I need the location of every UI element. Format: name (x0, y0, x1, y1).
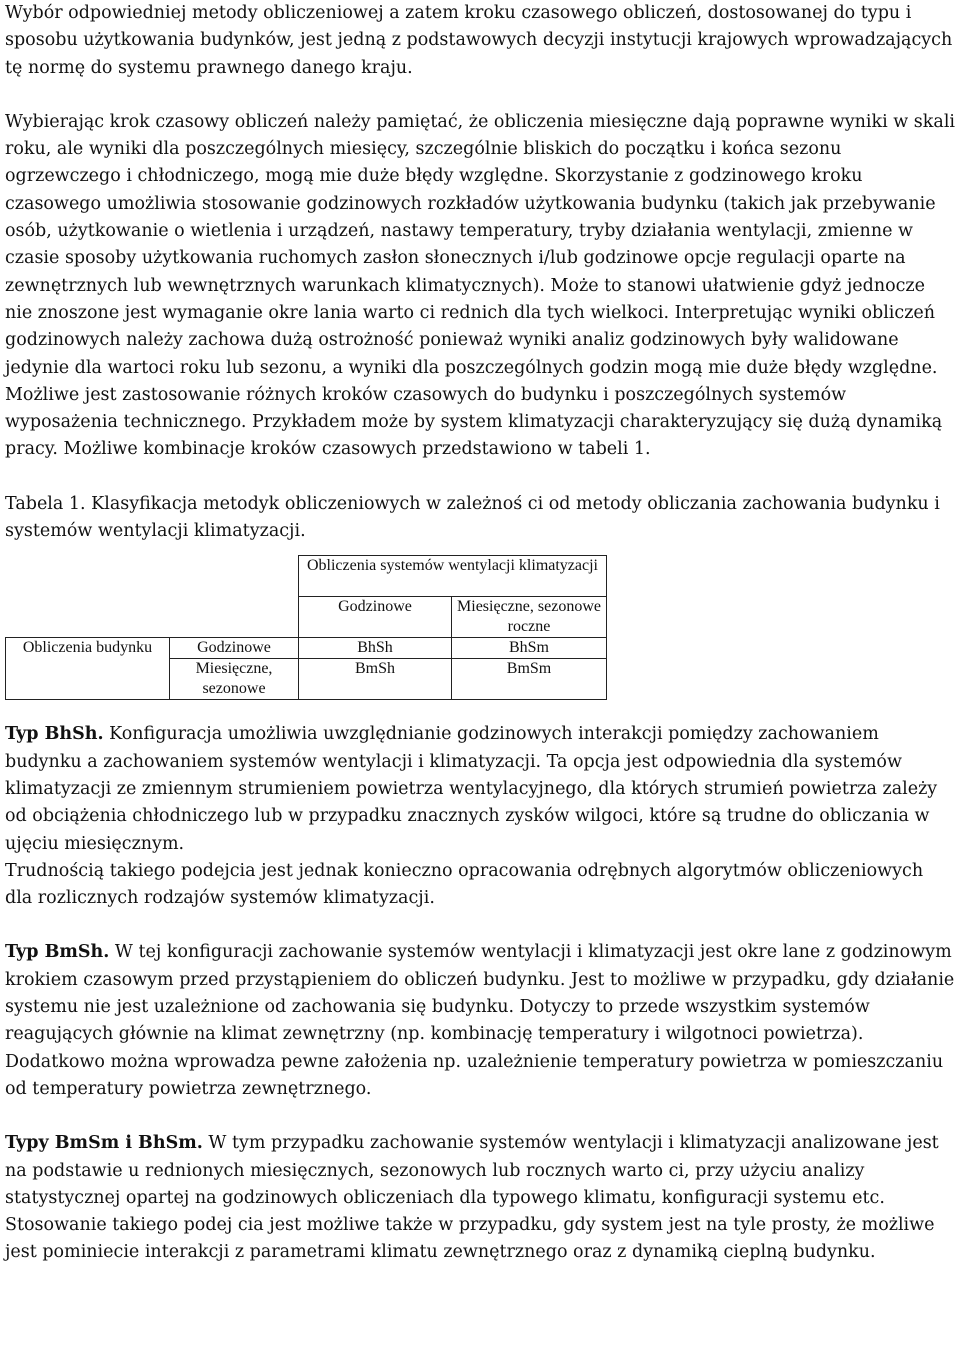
bmsm-text: W tym przypadku zachowanie systemów wentylacji i klimatyzacji analizowane jest na podstawie u rednionych miesięcznych, sezonowych lub rocznych warto ci, przy użyciu analizy statystycznej opartej na godzinowych obliczeniach dla typowego klimatu, konfiguracji systemu etc. Stosowanie takiego podej cia jest możliwe także w przypadku, gdy system jest na tyle prosty, że możliwe jest pominiecie interakcji z parametrami klimatu zewnętrznego oraz z dynamiką cieplną budynku. (5, 1133, 939, 1263)
bhsh-heading: Typ BhSh. (5, 724, 104, 745)
bhsh-text: Konfiguracja umożliwia uwzględnianie godzinowych interakcji pomiędzy zachowaniem budynku a zachowaniem systemów wentylacji i klimatyzacji. Ta opcja jest odpowiednia dla systemów klimatyzacji ze zmiennym strumieniem powietrza wentylacyjnego, dla których strumień powietrza zależy od obciążenia chłodniczego lub w przypadku znacznych zysków wilgoci, które są trudne do obliczania w ujęciu miesięcznym. (5, 724, 938, 854)
table-caption: Tabela 1. Klasyfikacja metodyk obliczeniowych w zależnoś ci od metody obliczania zachowania budynku i systemów wentylacji klimatyzacji. (5, 493, 940, 542)
paragraph-bhsh-difficulty: Trudnością takiego podejcia jest jednak konieczno opracowania odrębnych algorytmów obliczeniowych dla rozlicznych rodzajów systemów klimatyzacji. (5, 860, 924, 909)
cell-bhsh: BhSh (299, 638, 452, 659)
paragraph-time-step: Wybierając krok czasowy obliczeń należy pamiętać, że obliczenia miesięczne dają poprawne wyniki w skali roku, ale wyniki dla poszczególnych miesięcy, szczególnie bliskich do początku i końca sezonu ogrzewczego i chłodniczego, mogą mie duże błędy względne. Skorzystanie z godzinowego kroku czasowego umożliwia stosowanie godzinowych rozkładów użytkowania budynku (takich jak przebywanie osób, użytkowanie o wietlenia i urządzeń, nastawy temperatury, tryby działania wentylacji, zmienne w czasie sposoby użytkowania ruchomych zasłon słonecznych i/lub godzinowe opcje regulacji oparte na zewnętrznych lub wewnętrznych warunkach klimatycznych). Może to stanowi ułatwienie gdyż jednocze nie znoszone jest wymaganie okre lania warto ci rednich dla tych wielkoci. Interpretując wyniki obliczeń godzinowych należy zachowa dużą ostrożność ponieważ wyniki analiz godzinowych były walidowane jedynie dla wartoci roku lub sezonu, a wyniki dla poszczególnych godzin mogą mie duże błędy względne. (5, 111, 956, 378)
cell-bmsm: BmSm (452, 659, 607, 700)
row-group-building: Obliczenia budynku (6, 638, 170, 700)
col-header-hourly: Godzinowe (299, 597, 452, 638)
bmsh-text: W tej konfiguracji zachowanie systemów wentylacji i klimatyzacji jest okre lane z godzinowym krokiem czasowym przed przystąpieniem do obliczeń budynku. Jest to możliwe w przypadku, gdy działanie systemu nie jest uzależnione od zachowania się budynku. Dotyczy to przede wszystkim systemów reagujących głównie na klimat zewnętrzny (np. kombinację temperatury i wilgotnoci powietrza). Dodatkowo można wprowadza pewne założenia np. uzależnienie temperatury powietrza w pomieszczaniu od temperatury powietrza zewnętrznego. (5, 942, 955, 1099)
paragraph-combinations: Możliwe jest zastosowanie różnych kroków czasowych do budynku i poszczególnych systemów wyposażenia technicznego. Przykładem może by system klimatyzacji charakteryzujący się dużą dynamiką pracy. Możliwe kombinacje kroków czasowych przedstawiono w tabeli 1. (5, 384, 943, 460)
cell-bmsh: BmSh (299, 659, 452, 700)
cell-bhsm: BhSm (452, 638, 607, 659)
classification-table (5, 555, 607, 700)
systems-header: Obliczenia systemów wentylacji klimatyzacji (299, 556, 607, 597)
paragraph-intro: Wybór odpowiedniej metody obliczeniowej a zatem kroku czasowego obliczeń, dostosowanej do typu i sposobu użytkowania budynków, jest jedną z podstawowych decyzji instytucji krajowych wprowadzających tę normę do systemu prawnego danego kraju. (5, 3, 953, 78)
row-header-hourly: Godzinowe (170, 638, 299, 659)
paragraph-bhsh (5, 721, 955, 857)
bmsh-heading: Typ BmSh. (5, 942, 110, 963)
row-header-monthly: Miesięczne, sezonowe (170, 659, 299, 700)
classification-table-wrap (5, 555, 955, 721)
paragraph-bmsm (5, 1130, 955, 1266)
paragraph-bmsh (5, 939, 955, 1103)
bmsm-heading: Typy BmSm i BhSm. (5, 1133, 203, 1154)
col-header-monthly: Miesięczne, sezonowe roczne (452, 597, 607, 638)
